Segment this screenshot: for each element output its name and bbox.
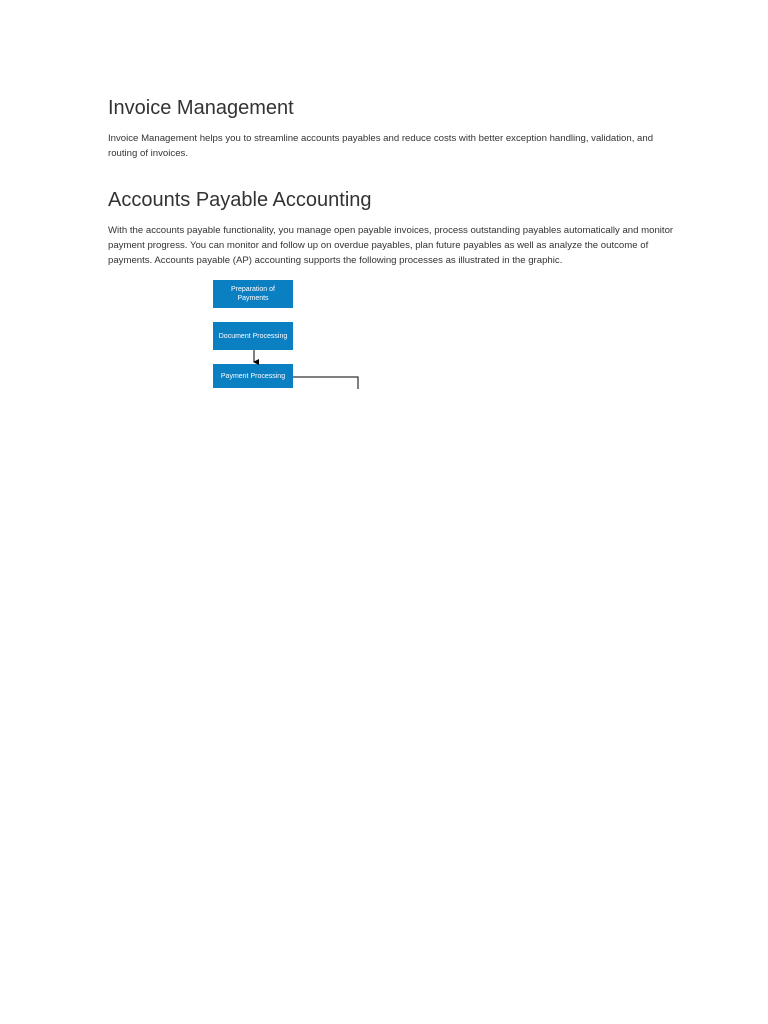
diagram-box-preparation-of-payments: Preparation of Payments [213,280,293,308]
heading-invoice-management: Invoice Management [108,97,294,119]
heading-accounts-payable-accounting: Accounts Payable Accounting [108,189,372,211]
diagram-box-document-processing: Document Processing [213,322,293,350]
diagram-box-payment-processing: Payment Processing [213,364,293,388]
paragraph-accounts-payable-accounting: With the accounts payable functionality, you manage open payable invoices, process outstanding payables automatically and monitor payment progress. You can monitor and follow up on overdue payables, plan future payables as well as analyze the outcome of payments. Accounts payable (AP) accounting supports the following processes as illustrated in the graphic. [108,225,674,266]
paragraph-invoice-management: Invoice Management helps you to streamline accounts payables and reduce costs with better exception handling, validation, and routing of invoices. [108,133,654,159]
connector-payment-right [293,377,358,389]
